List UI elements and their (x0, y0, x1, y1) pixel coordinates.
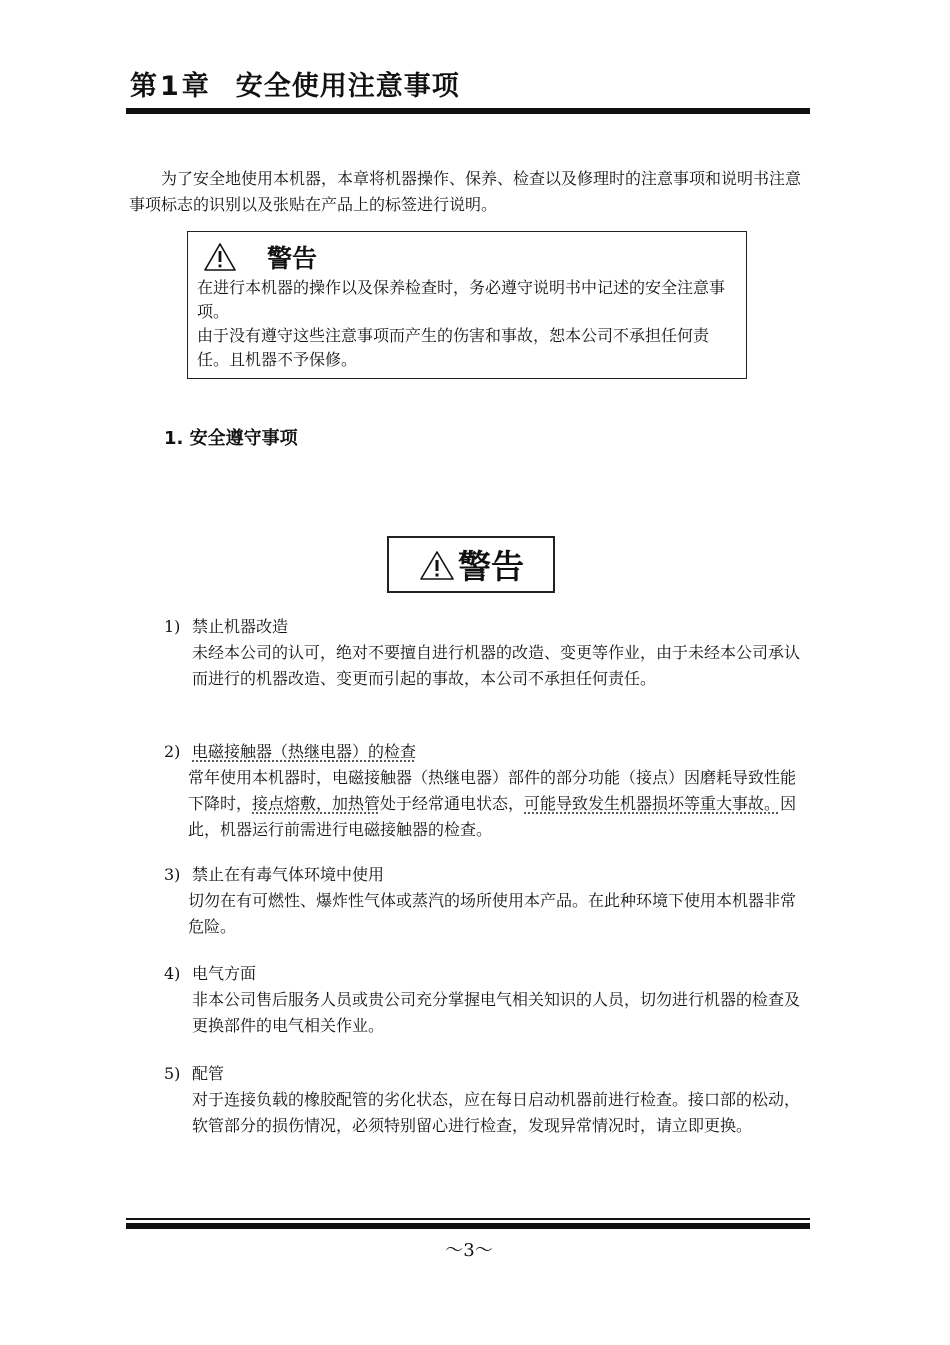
item-title: 禁止在有毒气体环境中使用 (192, 865, 385, 884)
warning-text-2: 由于没有遵守这些注意事项而产生的伤害和事故，恕本公司不承担任何责任。且机器不予保修。 (197, 326, 710, 369)
list-item (164, 739, 810, 843)
item-number: 1) (164, 617, 181, 636)
item-body-emphasis: 可能导致发生机器损坏等重大事故。 (524, 794, 781, 813)
item-body-part: 因此，机器运行前需进行电磁接触器的检查。 (188, 794, 797, 839)
chapter-title (130, 68, 460, 106)
warning-header (197, 238, 737, 276)
section-number: 1. (164, 428, 184, 449)
item-body: 未经本公司的认可，绝对不要擅自进行机器的改造、变更等作业，由于未经本公司承认而进行的机器改造、变更而引起的事故，本公司不承担任何责任。 (192, 643, 801, 688)
page-number: ～3～ (445, 1240, 493, 1261)
item-title: 电气方面 (192, 964, 257, 983)
intro-paragraph: 为了安全地使用本机器，本章将机器操作、保养、检查以及修理时的注意事项和说明书注意事项标志的识别以及张贴在产品上的标签进行说明。 (129, 169, 802, 214)
footer-rule-thick (126, 1223, 810, 1229)
chapter-prefix: 第 (130, 71, 158, 102)
warning-banner-label: 警告 (458, 547, 524, 586)
item-body: 切勿在有可燃性、爆炸性气体或蒸汽的场所使用本产品。在此种环境下使用本机器非常危险。 (188, 891, 797, 936)
item-number: 2) (164, 742, 181, 761)
item-body-part: 常年使用本机器时，电磁接触器（热继电器）部件的部分功能（接点）因磨耗导致性能下降时， (188, 768, 797, 813)
chapter-suffix: 章 (181, 71, 210, 102)
warning-banner (387, 536, 555, 593)
item-title: 电磁接触器（热继电器）的检查 (192, 742, 417, 761)
item-body: 非本公司售后服务人员或贵公司充分掌握电气相关知识的人员，切勿进行机器的检查及更换部件的电气相关作业。 (192, 990, 801, 1035)
item-title: 配管 (192, 1064, 225, 1083)
list-item (164, 614, 810, 692)
item-number: 5) (164, 1064, 181, 1083)
warning-notice-box (187, 231, 747, 379)
item-title: 禁止机器改造 (192, 617, 289, 636)
header-rule (126, 108, 810, 114)
list-item (164, 961, 810, 1039)
item-number: 4) (164, 964, 181, 983)
item-body-emphasis: 接点熔敷，加热管 (252, 794, 381, 813)
chapter-heading-text: 安全使用注意事项 (235, 71, 460, 102)
item-number: 3) (164, 865, 181, 884)
item-body (188, 765, 810, 843)
warning-text-1: 在进行本机器的操作以及保养检查时，务必遵守说明书中记述的安全注意事项。 (197, 278, 726, 321)
section-title-text: 安全遵守事项 (189, 428, 298, 449)
footer-rule-thin (126, 1218, 810, 1220)
warning-label: 警告 (267, 244, 318, 273)
warning-triangle-icon (418, 549, 456, 581)
chapter-number: 1 (160, 71, 180, 102)
list-item (164, 862, 810, 940)
item-body-part: 处于经常通电状态， (380, 794, 525, 813)
list-item (164, 1061, 810, 1139)
item-body: 对于连接负载的橡胶配管的劣化状态，应在每日启动机器前进行检查。接口部的松动，软管部分的损伤情况，必须特别留心进行检查，发现异常情况时，请立即更换。 (192, 1090, 801, 1135)
warning-triangle-icon (203, 242, 237, 272)
section-heading (164, 425, 298, 453)
